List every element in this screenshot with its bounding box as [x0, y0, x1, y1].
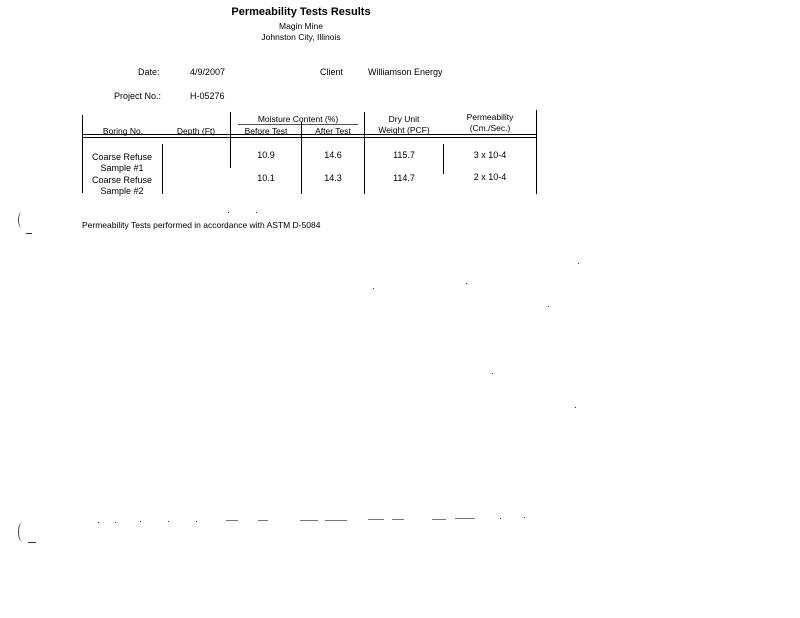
report-title: Permeability Tests Results: [231, 6, 371, 18]
header-before-test: Before Test: [244, 126, 288, 136]
speck: [548, 306, 549, 307]
speck: [392, 519, 404, 520]
row2-before: 10.1: [257, 173, 275, 183]
speck: [500, 518, 501, 519]
speck: [256, 212, 257, 213]
speck: [168, 521, 169, 522]
footnote: Permeability Tests performed in accordance with ASTM D-5084: [82, 220, 321, 230]
row2-boring-line2: Sample #2: [100, 186, 144, 196]
client-value: Williamson Energy: [368, 67, 443, 77]
header-boring-no: Boring No.: [102, 126, 144, 136]
speck: [26, 233, 32, 234]
speck: [228, 212, 229, 213]
project-value: H-05276: [190, 91, 225, 101]
speck: [373, 288, 374, 289]
punch-hole-mark-top: [18, 212, 25, 228]
location: Johnston City, Illinois: [261, 32, 341, 42]
speck: [115, 522, 116, 523]
speck: [575, 407, 576, 408]
speck: [455, 518, 475, 519]
date-value: 4/9/2007: [190, 67, 226, 77]
col-line-2: [230, 112, 231, 168]
header-moisture-content: Moisture Content (%): [257, 114, 339, 124]
header-depth: Depth (Ft): [176, 126, 216, 136]
header-dry-unit-weight: Weight (PCF): [378, 125, 430, 135]
header-permeability: Permeability: [466, 112, 514, 122]
speck: [140, 521, 141, 522]
row1-dry-unit: 115.7: [393, 150, 415, 160]
speck: [98, 522, 99, 523]
speck: [258, 520, 268, 521]
header-permeability-units: (Cm./Sec.): [469, 123, 511, 133]
project-label: Project No.:: [114, 91, 162, 101]
row2-permeability: 2 x 10-4: [473, 172, 507, 182]
speck: [300, 520, 318, 521]
row2-boring-line1: Coarse Refuse: [91, 175, 153, 185]
speck: [28, 542, 36, 543]
row1-permeability: 3 x 10-4: [473, 150, 507, 160]
row1-after: 14.6: [324, 150, 342, 160]
speck: [578, 263, 579, 264]
punch-hole-mark-bottom: [18, 522, 27, 542]
speck: [226, 520, 238, 521]
col-line-1: [162, 144, 163, 194]
header-after-test: After Test: [315, 126, 351, 136]
speck: [432, 519, 446, 520]
speck: [196, 521, 197, 522]
moisture-group-rule: [238, 124, 358, 125]
row2-after: 14.3: [324, 173, 342, 183]
client-label: Client: [320, 67, 344, 77]
speck: [492, 373, 493, 374]
mine-name: Magin Mine: [279, 21, 323, 31]
speck: [368, 519, 384, 520]
row2-dry-unit: 114.7: [393, 173, 415, 183]
row1-before: 10.9: [257, 150, 275, 160]
header-dry-unit: Dry Unit: [388, 114, 420, 124]
date-label: Date:: [138, 67, 160, 77]
speck: [524, 517, 525, 518]
col-line-right: [536, 110, 537, 194]
header-rule-bottom: [82, 137, 536, 138]
speck: [325, 520, 347, 521]
row1-boring-line1: Coarse Refuse: [91, 152, 153, 162]
speck: [466, 283, 467, 284]
row1-boring-line2: Sample #1: [100, 163, 144, 173]
